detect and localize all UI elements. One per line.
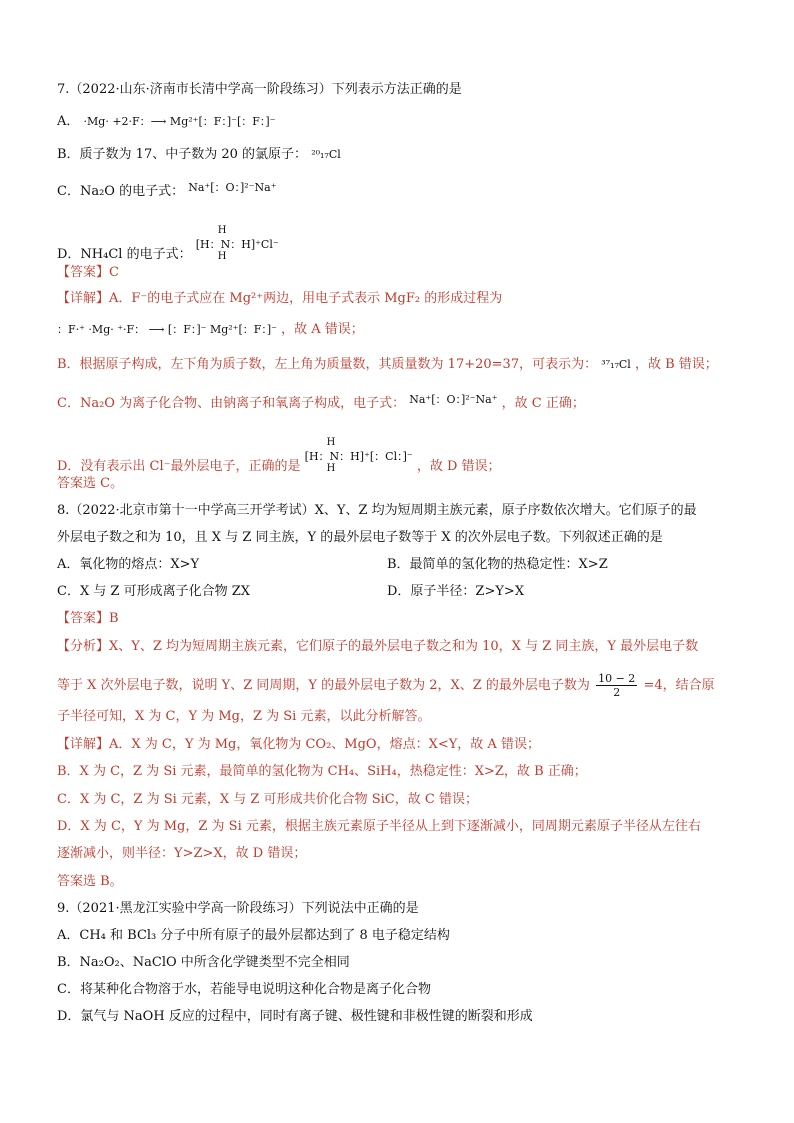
q8-fraction-denominator: 2	[613, 686, 621, 699]
q8-final: 答案选 B。	[57, 874, 123, 889]
q7-option-d-text: D．NH₄Cl 的电子式：	[57, 247, 192, 262]
q7-detail-c	[57, 391, 754, 413]
lewis-bottom-h: H	[217, 251, 227, 262]
q8-detail-line1: 【详解】A．X 为 C，Y 为 Mg，氧化物为 CO₂、MgO，熔点：X<Y，故 A 错误；	[57, 737, 540, 752]
q8-detail-line2: B．X 为 C，Z 为 Si 元素，最简单的氢化物为 CH₄、SiH₄，热稳定性：X>Z，故 B 正确；	[57, 764, 587, 779]
q8-detail-line4: D．X 为 C，Y 为 Mg，Z 为 Si 元素，根据主族元素原子半径从上到下逐渐减小，同周期元素原子半径从左往右	[57, 819, 701, 834]
q8-answer: 【答案】B	[57, 611, 119, 626]
q7-detail-b-tail: ，故 B 错误；	[634, 357, 718, 372]
q8-analysis-line2-a: 等于 X 次外层电子数，说明 Y、Z 同周期，Y 的最外层电子数为 2，X、Z 的最外层电子数为	[57, 678, 590, 693]
q8-analysis-line2-b: =4，结合原	[643, 678, 715, 693]
q9-option-b: B．Na₂O₂、NaClO 中所含化学键类型不完全相同	[57, 955, 350, 970]
q7-detail-a-tail: ，故 A 错误；	[281, 322, 364, 337]
q9-stem: 9.（2021·黑龙江实验中学高一阶段练习）下列说法中正确的是	[57, 901, 419, 916]
q7-option-a-label: A．	[57, 114, 80, 129]
q7-detail-a-formula: ：F·⁺ ·Mg· ⁺·F： ⟶ [：F：]⁻ Mg²⁺[：F：]⁻	[57, 323, 277, 336]
q8-detail-line5: 逐渐减小，则半径：Y>Z>X，故 D 错误；	[57, 846, 307, 861]
q7-detail-c-tail: ，故 C 正确；	[501, 396, 585, 411]
q9-option-d: D．氯气与 NaOH 反应的过程中，同时有离子键、极性键和非极性键的断裂和形成	[57, 1009, 533, 1024]
q7-option-b-text: B．质子数为 17、中子数为 20 的氯原子：	[57, 147, 308, 162]
lewis-top-h: H	[217, 225, 227, 236]
lewis-bottom-h: H	[326, 463, 336, 474]
q8-detail-line3: C．X 为 C，Z 为 Si 元素，X 与 Z 可形成共价化合物 SiC，故 C 错误；	[57, 792, 478, 807]
q7-option-c-text: C．Na₂O 的电子式：	[57, 184, 185, 199]
q7-option-a	[57, 113, 754, 131]
q7-answer: 【答案】C	[57, 265, 119, 280]
q8-options-row1	[57, 556, 754, 574]
q7-detail-d-lewis	[304, 437, 413, 474]
q7-detail-c-text: C．Na₂O 为离子化合物、由钠离子和氧离子构成，电子式：	[57, 396, 406, 411]
q7-option-c	[57, 179, 754, 201]
q7-detail-b	[57, 356, 754, 374]
q7-option-c-formula: Na⁺[：O：]²⁻Na⁺	[188, 181, 277, 194]
q8-fraction	[596, 672, 637, 699]
q8-option-c: C．X 与 Z 可形成离子化合物 ZX	[57, 584, 251, 599]
q9-option-a: A．CH₄ 和 BCl₃ 分子中所有原子的最外层都达到了 8 电子稳定结构	[57, 928, 450, 943]
q8-analysis-line1: 【分析】X、Y、Z 均为短周期主族元素，它们原子的最外层电子数之和为 10，X 与 Z 同主族，Y 最外层电子数	[57, 639, 699, 654]
q8-option-d: D．原子半径：Z>Y>X	[387, 584, 525, 599]
q7-option-b-formula: ²⁰₁₇Cl	[311, 148, 341, 161]
q7-detail-c-formula: Na⁺[：O：]²⁻Na⁺	[409, 393, 498, 406]
q7-option-b	[57, 146, 754, 164]
q7-detail-d-text: D．没有表示出 Cl⁻最外层电子，正确的是	[57, 459, 301, 474]
q7-detail-a: 【详解】A．F⁻的电子式应在 Mg²⁺两边，用电子式表示 MgF₂ 的形成过程为	[57, 291, 503, 306]
q8-option-a: A．氧化物的熔点：X>Y	[57, 557, 200, 572]
q8-options-row2	[57, 583, 754, 601]
q7-stem: 7.（2022·山东·济南市长清中学高一阶段练习）下列表示方法正确的是	[57, 82, 462, 97]
q7-detail-a-process	[57, 321, 754, 339]
q7-option-a-formula: ·Mg· +2·F：⟶ Mg²⁺[：F：]⁻[：F：]⁻	[83, 115, 276, 128]
q7-option-d	[57, 225, 754, 264]
q8-fraction-numerator: 10 − 2	[598, 672, 636, 685]
lewis-top-h: H	[326, 437, 336, 448]
q7-detail-d-tail: ，故 D 错误；	[416, 459, 501, 474]
lewis-formula: [H：N：H]⁺Cl⁻	[195, 238, 279, 251]
q8-analysis-line2	[57, 672, 754, 699]
q7-detail-d	[57, 437, 754, 476]
q7-detail-b-formula: ³⁷₁₇Cl	[601, 358, 631, 371]
q7-detail-b-text: B．根据原子构成，左下角为质子数，左上角为质量数，其质量数为 17+20=37，可表示为：	[57, 357, 598, 372]
lewis-formula: [H：N：H]⁺[：Cl：]⁻	[304, 450, 413, 463]
q8-option-b: B．最简单的氢化物的热稳定性：X>Z	[387, 557, 608, 572]
q9-option-c: C．将某种化合物溶于水，若能导电说明这种化合物是离子化合物	[57, 982, 431, 997]
q8-stem-line1: 8.（2022·北京市第十一中学高三开学考试）X、Y、Z 均为短周期主族元素，原子序数依次增大。它们原子的最	[57, 503, 697, 518]
q7-final: 答案选 C。	[57, 476, 124, 491]
q8-analysis-line3: 子半径可知，X 为 C，Y 为 Mg，Z 为 Si 元素，以此分析解答。	[57, 709, 431, 724]
q8-stem-line2: 外层电子数之和为 10，且 X 与 Z 同主族，Y 的最外层电子数等于 X 的次外层电子数。下列叙述正确的是	[57, 530, 663, 545]
q7-option-d-lewis	[195, 225, 279, 262]
